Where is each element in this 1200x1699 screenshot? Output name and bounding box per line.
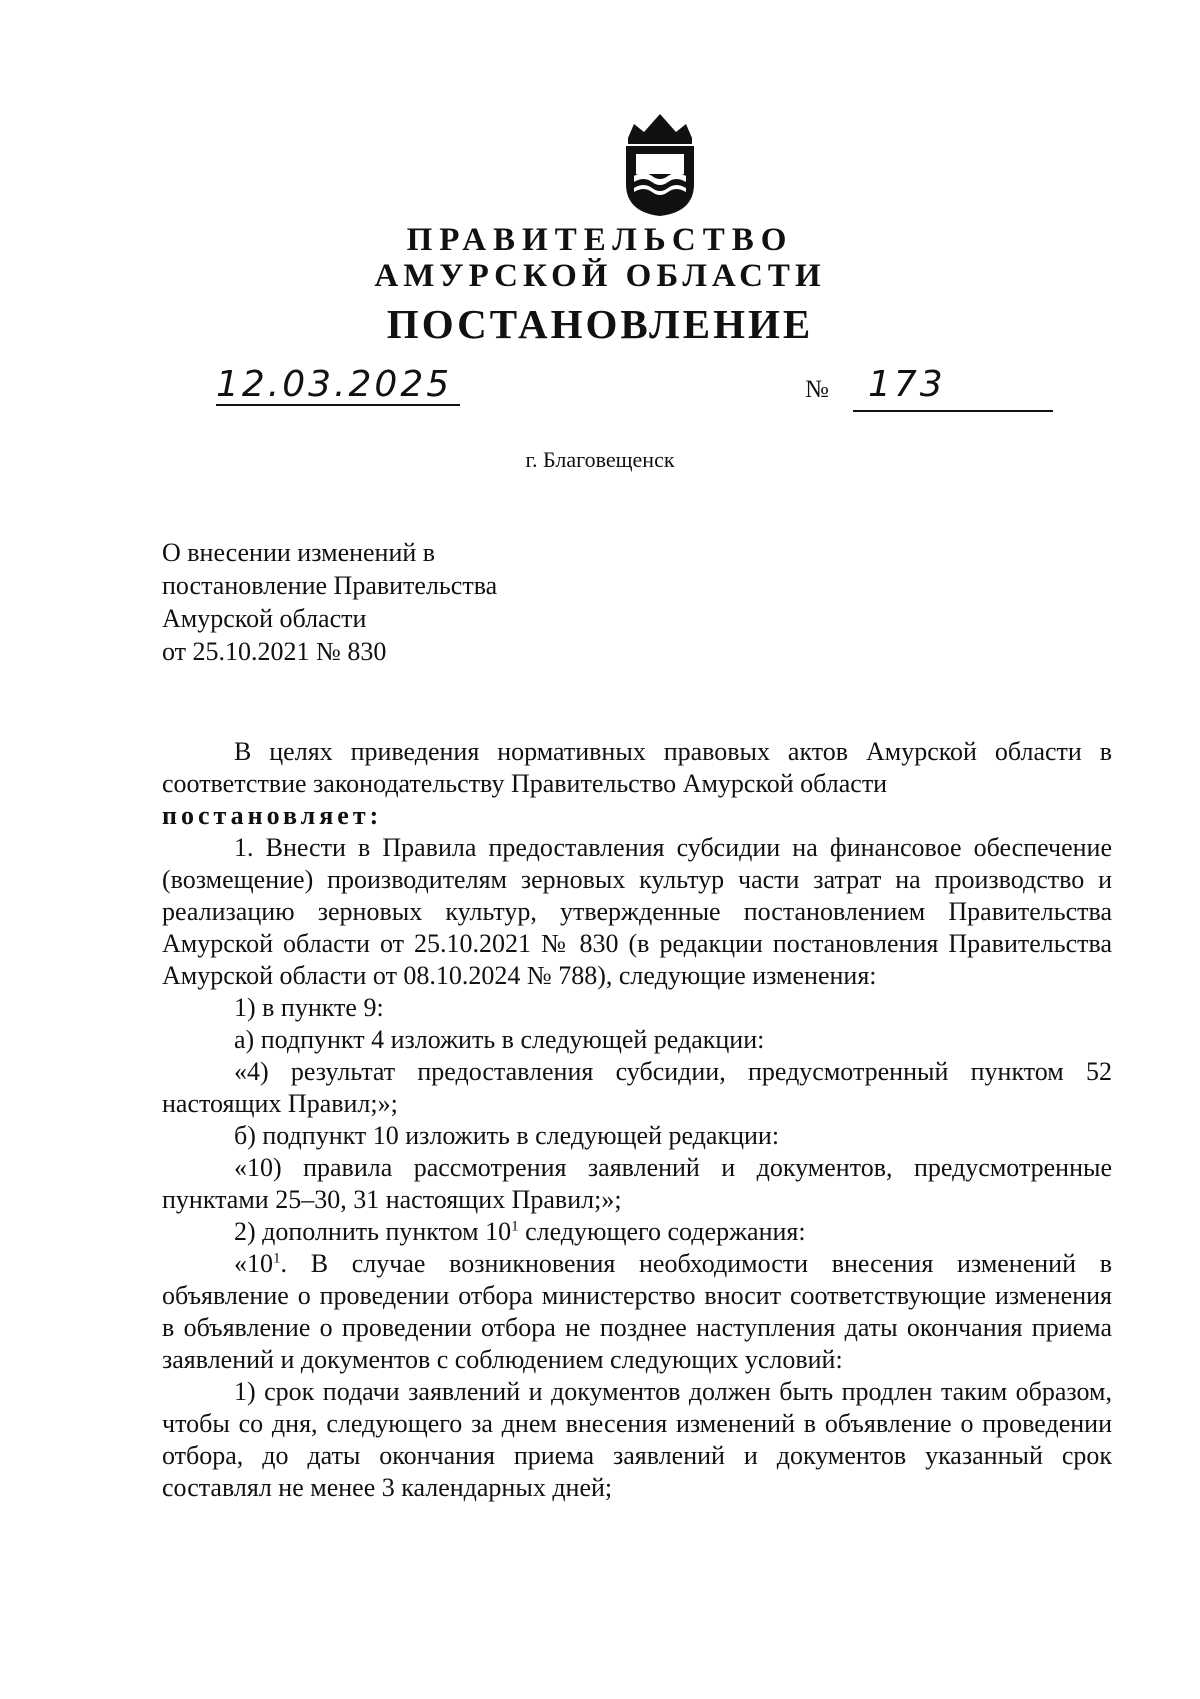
subject-line: О внесении изменений в bbox=[162, 538, 436, 567]
document-type-title: ПОСТАНОВЛЕНИЕ bbox=[386, 301, 814, 347]
subject-line: от 25.10.2021 № 830 bbox=[162, 637, 387, 666]
superscript: 1 bbox=[273, 1250, 281, 1267]
decree-word: постановляет: bbox=[162, 801, 383, 830]
document-body bbox=[162, 736, 1112, 1504]
text-segment: . В случае возникновения необходимости внесения изменений в объявление о проведении отбора министерство вносит соответствующие изменения в объявление о проведении отбора не позднее наступления даты окончания приема заявлений и документов с соблюдением следующих условий: bbox=[162, 1249, 1112, 1374]
superscript: 1 bbox=[511, 1218, 519, 1235]
handwritten-date: 12.03.2025 bbox=[216, 364, 453, 405]
subject-line: постановление Правительства bbox=[162, 571, 498, 600]
subject-line: Амурской области bbox=[162, 604, 367, 633]
organization-name-line2: АМУРСКОЙ ОБЛАСТИ bbox=[374, 258, 826, 294]
coat-of-arms-icon bbox=[614, 108, 706, 218]
text-segment: 2) дополнить пунктом 10 bbox=[234, 1217, 512, 1246]
number-underline bbox=[853, 410, 1053, 412]
text-segment: следующего содержания: bbox=[518, 1217, 806, 1246]
organization-name-line1: ПРАВИТЕЛЬСТВО bbox=[406, 222, 794, 258]
body-paragraph: 1) срок подачи заявлений и документов должен быть продлен таким образом, чтобы со дня, следующего за днем внесения изменений в объявление о проведении отбора, до даты окончания приема заявлений и документов указанный срок составлял не менее 3 календарных дней; bbox=[162, 1377, 1112, 1502]
body-paragraph: «4) результат предоставления субсидии, предусмотренный пунктом 52 настоящих Правил;»; bbox=[162, 1057, 1112, 1118]
text-segment: «10 bbox=[234, 1249, 273, 1278]
handwritten-number: 173 bbox=[868, 364, 946, 405]
body-paragraph bbox=[162, 1248, 1112, 1376]
body-paragraph bbox=[162, 1216, 1112, 1248]
body-paragraph: «10) правила рассмотрения заявлений и документов, предусмотренные пунктами 25–30, 31 настоящих Правил;»; bbox=[162, 1153, 1112, 1214]
date-underline bbox=[216, 404, 460, 406]
city-name: г. Благовещенск bbox=[525, 447, 675, 472]
preamble-paragraph: В целях приведения нормативных правовых актов Амурской области в соответствие законодательству Правительство Амурской области bbox=[162, 737, 1112, 798]
body-paragraph: а) подпункт 4 изложить в следующей редакции: bbox=[234, 1025, 765, 1054]
body-paragraph: 1. Внести в Правила предоставления субсидии на финансовое обеспечение (возмещение) производителям зерновых культур части затрат на производство и реализацию зерновых культур, утвержденные постановлением Правительства Амурской области от 25.10.2021 № 830 (в редакции постановления Правительства Амурской области от 08.10.2024 № 788), следующие изменения: bbox=[162, 833, 1112, 990]
body-paragraph: 1) в пункте 9: bbox=[234, 993, 384, 1022]
body-paragraph: б) подпункт 10 изложить в следующей редакции: bbox=[234, 1121, 780, 1150]
document-subject bbox=[162, 536, 722, 668]
number-sign: № bbox=[805, 376, 829, 403]
